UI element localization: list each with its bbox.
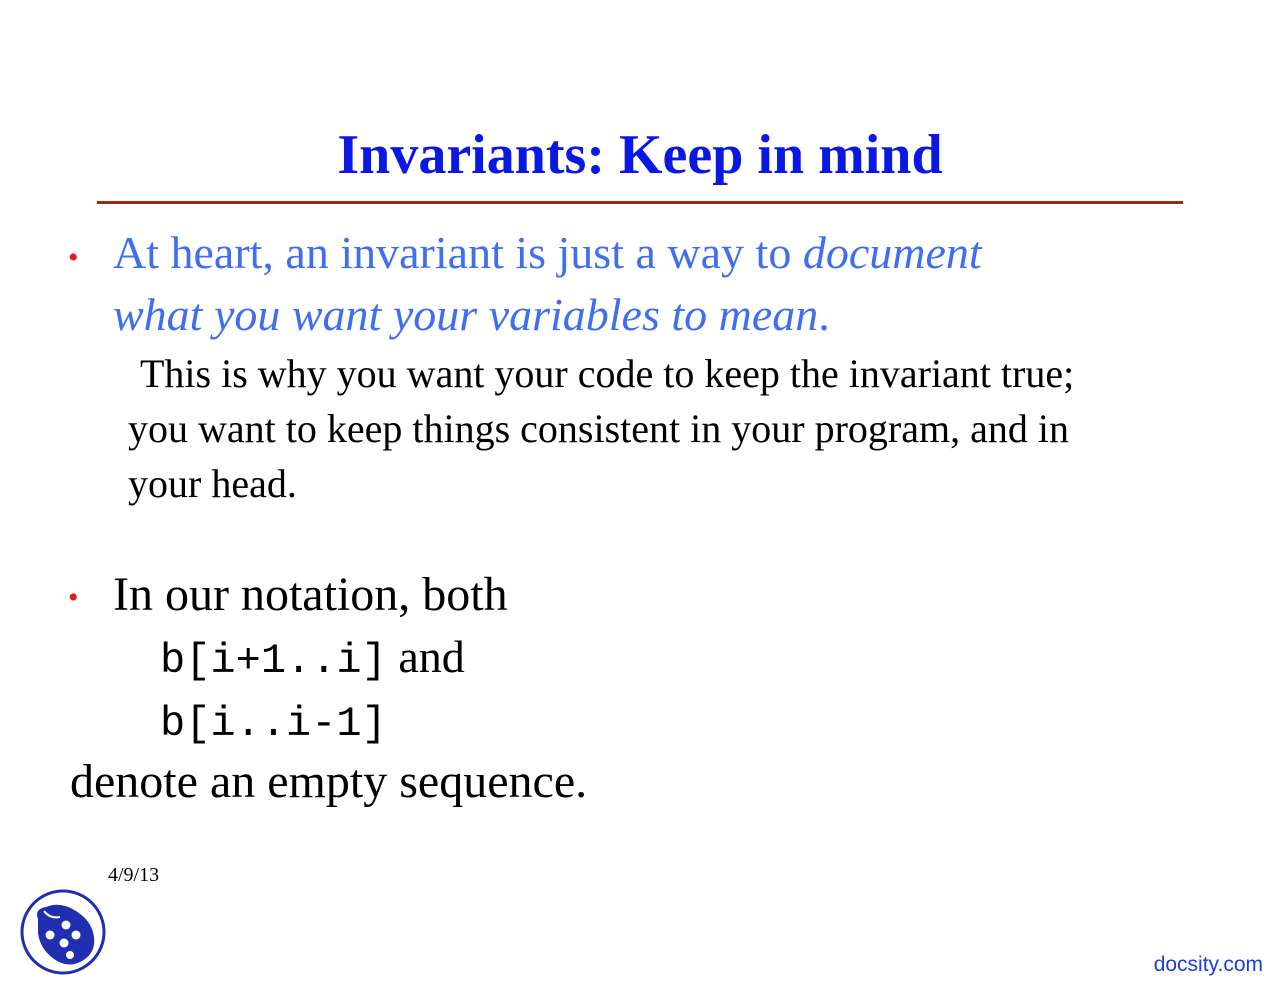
bullet-1-line-2-plain: . <box>818 289 830 340</box>
docsity-watermark[interactable]: docsity.com <box>1153 953 1263 976</box>
bullet-1-line-2 <box>113 284 1213 346</box>
slide-date: 4/9/13 <box>108 864 160 886</box>
bullet-marker: • <box>68 581 79 614</box>
sub-line-3: your head. <box>128 461 297 506</box>
bullet-1-text <box>113 222 1213 346</box>
code-line-1 <box>160 627 465 691</box>
bullet-1-sub-paragraph <box>128 346 1228 511</box>
bullet-1-line-1 <box>113 222 1213 284</box>
slide-title: Invariants: Keep in mind <box>337 124 943 186</box>
sub-line-2: you want to keep things consistent in your program, and in <box>128 406 1069 451</box>
bullet-marker: • <box>68 241 79 274</box>
bullet-1-line-2-italic: what you want your variables to mean <box>113 289 819 340</box>
bullet-1-line-1-plain: At heart, an invariant is just a way to <box>113 227 803 278</box>
bullet-2-closing: denote an empty sequence. <box>70 755 588 808</box>
sub-line-1: This is why you want your code to keep the invariant true; <box>140 351 1075 396</box>
code-line-1-suffix: and <box>386 631 465 682</box>
bullet-1-line-1-italic: document <box>802 227 982 278</box>
code-expression-1: b[i+1..i] <box>160 637 387 685</box>
ladybug-logo-icon <box>20 889 106 975</box>
code-line-2 <box>160 690 387 754</box>
code-expression-2: b[i..i-1] <box>160 700 387 748</box>
bullet-2-text: In our notation, both <box>113 568 508 621</box>
title-divider <box>97 201 1183 204</box>
